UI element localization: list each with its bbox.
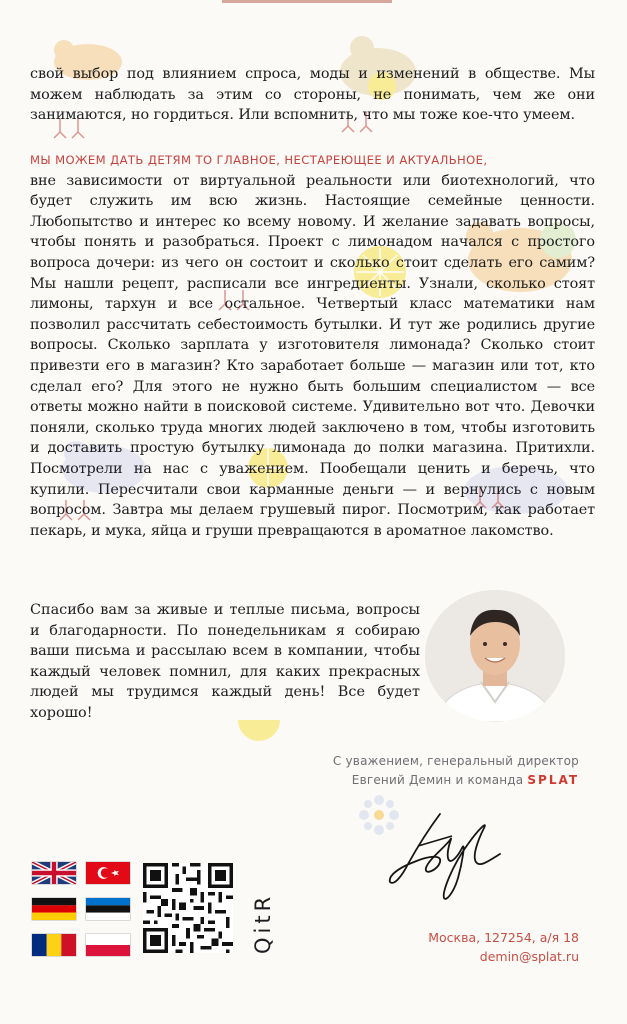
estonia-flag-icon[interactable] [86, 898, 130, 920]
contacts-block [428, 928, 579, 966]
top-accent-bar [222, 0, 392, 3]
paragraph-2-lead-caps: МЫ МОЖЕМ ДАТЬ ДЕТЯМ ТО ГЛАВНОЕ, НЕСТАРЕЮЩЕЕ И АКТУАЛЬНОЕ, [30, 153, 488, 167]
germany-flag-icon[interactable] [32, 898, 76, 920]
postal-address: Москва, 127254, а/я 18 [428, 930, 579, 945]
author-portrait [425, 590, 565, 722]
letter-paragraph-2 [30, 150, 595, 541]
uk-flag-icon[interactable] [32, 862, 76, 884]
email-link[interactable]: demin@splat.ru [479, 949, 579, 964]
sign-off-block [333, 752, 579, 790]
brand-name: SPLAT [527, 773, 579, 787]
letter-paragraph-1 [30, 64, 595, 126]
qitr-text: QitR [252, 892, 275, 954]
turkey-flag-icon[interactable] [86, 862, 130, 884]
sign-off-line-2 [333, 771, 579, 790]
letter-paragraph-3: Спасибо вам за живые и теплые письма, вопросы и благодарности. По понедельникам я собираю ваши письма и рассылаю всем в компании, чтобы каждый человек помнил, для каких прекрасных людей мы трудимся каждый день! Все будет хорошо! [30, 602, 420, 721]
poland-flag-icon[interactable] [86, 934, 130, 956]
sign-off-line-1: С уважением, генеральный директор [332, 754, 579, 768]
paragraph-2-body: вне зависимости от виртуальной реальности или биотехнологий, что будет служить им всю жизнь. Настоящие семейные ценности. Любопытство и интерес ко всему новому. И желание задавать вопросы, чтобы понять и разобраться. Проект с лимонадом начался с простого вопроса дочери: из чего он состоит и сколько стоит сделать его самим? Мы нашли рецепт, расписали все ингредиенты. Узнали, сколько стоят лимоны, тархун и все остальное. Четвертый класс математики нам позволил рассчитать себестоимость бутылки. И тут же родились другие вопросы. Сколько зарплата у изготовителя лимонада? Сколько стоит привезти его в магазин? Кто заработает больше — магазин или тот, кто сделал его? Для этого не нужно быть большим специалистом — все ответы можно найти в поисковой системе. Удивительно вот что. Девочки поняли, сколько труда многих людей заключено в том, чтобы изготовить и доставить простую бутылку лимонада до полки магазина. Притихли. Посмотрели на нас с уважением. Пообещали ценить и беречь, что купили. Пересчитали свои карманные деньги — и вернулись с новым вопросом. Завтра мы делаем грушевый пирог. Посмотрим, как работает пекарь, и мука, яйца и груши превращаются в ароматное лакомство. [30, 172, 595, 539]
qitr-label [252, 862, 276, 958]
qr-code[interactable] [143, 863, 233, 953]
handwritten-signature [388, 806, 508, 906]
romania-flag-icon[interactable] [32, 934, 76, 956]
sign-off-names: Евгений Демин и команда [351, 773, 524, 787]
paragraph-1-text: свой выбор под влиянием спроса, моды и изменений в обществе. Мы можем наблюдать за этим со стороны, не понимать, чем же они занимаются, но гордиться. Или вспомнить, что мы тоже кое-что умеем. [30, 66, 595, 124]
